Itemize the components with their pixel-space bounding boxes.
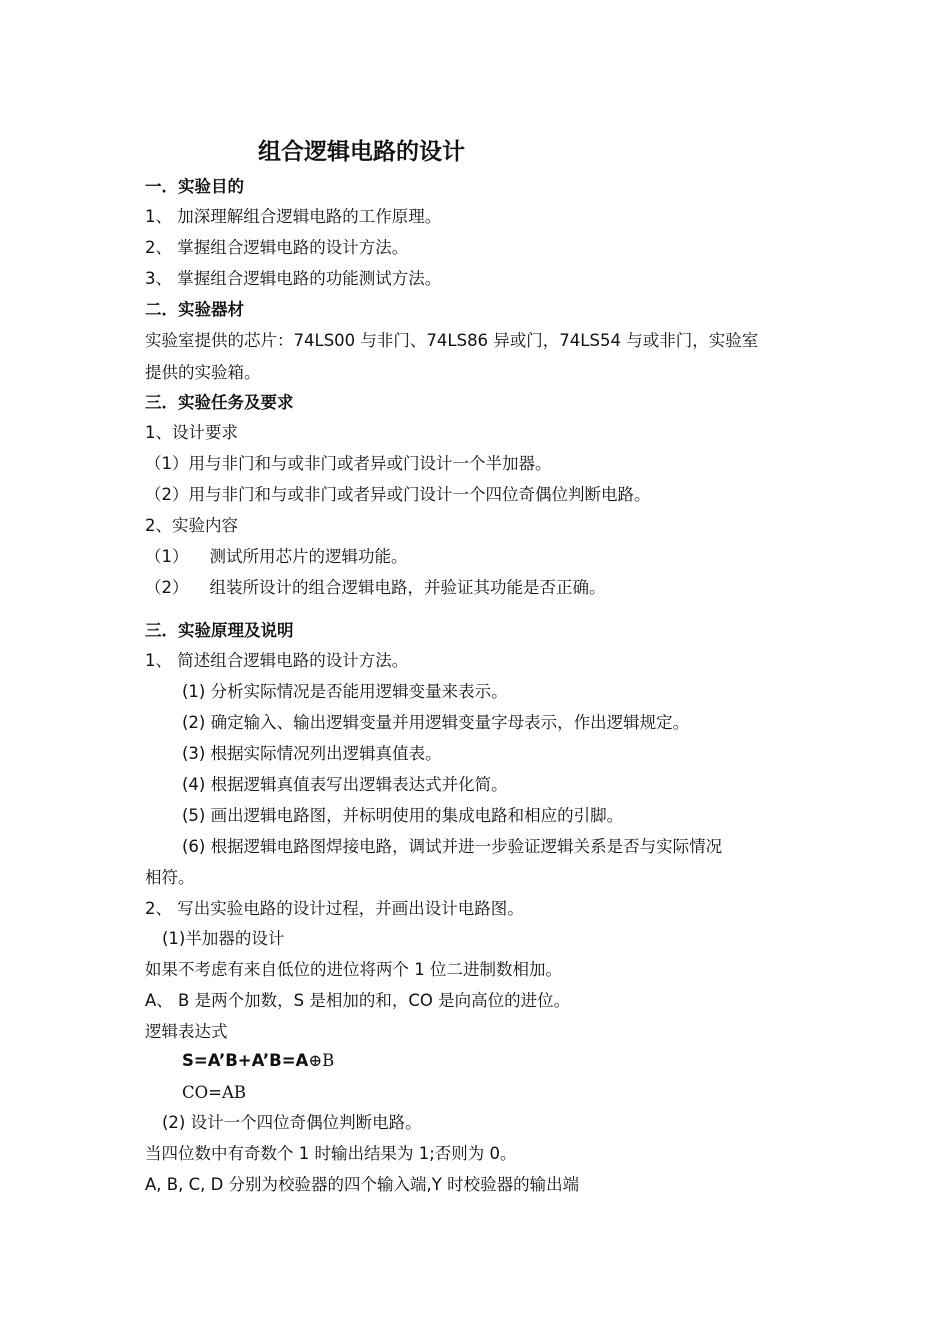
design-step-4: (4) 根据逻辑真值表写出逻辑表达式并化简。: [182, 775, 508, 794]
half-adder-variables: A、 B 是两个加数，S 是相加的和，CO 是向高位的进位。: [145, 991, 571, 1010]
design-step-6-continuation: 相符。: [145, 868, 195, 887]
section-heading-purpose: 一．实验目的: [145, 177, 244, 196]
sum-expression-xor: ⊕B: [308, 1051, 335, 1070]
design-step-3: (3) 根据实际情况列出逻辑真值表。: [182, 744, 442, 763]
purpose-item-2: 2、 掌握组合逻辑电路的设计方法。: [145, 238, 409, 257]
half-adder-description: 如果不考虑有来自低位的进位将两个 1 位二进制数相加。: [145, 960, 562, 979]
equipment-text-line-2: 提供的实验箱。: [145, 363, 261, 382]
sum-expression: [182, 1050, 334, 1072]
parity-description: 当四位数中有奇数个 1 时输出结果为 1;否则为 0。: [145, 1144, 517, 1163]
design-step-5: (5) 画出逻辑电路图，并标明使用的集成电路和相应的引脚。: [182, 806, 624, 825]
design-step-6: (6) 根据逻辑电路图焊接电路，调试并进一步验证逻辑关系是否与实际情况: [182, 837, 723, 856]
content-item-2: （2） 组装所设计的组合逻辑电路，并验证其功能是否正确。: [145, 578, 606, 597]
section-heading-equipment: 二．实验器材: [145, 300, 244, 319]
sum-expression-left: S=A’B+A’B=A: [182, 1051, 309, 1070]
experiment-content-label: 2、实验内容: [145, 516, 238, 535]
requirement-item-2: （2）用与非门和与或非门或者异或门设计一个四位奇偶位判断电路。: [145, 485, 651, 504]
design-step-1: (1) 分析实际情况是否能用逻辑变量来表示。: [182, 682, 508, 701]
principle-item-2: 2、 写出实验电路的设计过程，并画出设计电路图。: [145, 899, 524, 918]
half-adder-label: (1)半加器的设计: [162, 929, 285, 948]
design-step-2: (2) 确定输入、输出逻辑变量并用逻辑变量字母表示，作出逻辑规定。: [182, 713, 690, 732]
requirement-item-1: （1）用与非门和与或非门或者异或门设计一个半加器。: [145, 454, 552, 473]
parity-inputs-outputs: A, B, C, D 分别为校验器的四个输入端,Y 时校验器的输出端: [145, 1175, 580, 1194]
equipment-text-line-1: 实验室提供的芯片：74LS00 与非门、74LS86 异或门，74LS54 与或非门，实验室: [145, 331, 759, 350]
parity-circuit-label: (2) 设计一个四位奇偶位判断电路。: [162, 1113, 422, 1132]
section-heading-tasks: 三．实验任务及要求: [145, 393, 294, 412]
expression-label: 逻辑表达式: [145, 1022, 228, 1041]
carry-expression: CO=AB: [182, 1083, 247, 1102]
section-heading-principles: 三．实验原理及说明: [145, 621, 294, 640]
content-item-1: （1） 测试所用芯片的逻辑功能。: [145, 547, 408, 566]
purpose-item-3: 3、 掌握组合逻辑电路的功能测试方法。: [145, 269, 442, 288]
purpose-item-1: 1、 加深理解组合逻辑电路的工作原理。: [145, 207, 442, 226]
design-requirements-label: 1、设计要求: [145, 423, 238, 442]
document-title: 组合逻辑电路的设计: [258, 139, 465, 165]
principle-item-1: 1、 简述组合逻辑电路的设计方法。: [145, 651, 409, 670]
